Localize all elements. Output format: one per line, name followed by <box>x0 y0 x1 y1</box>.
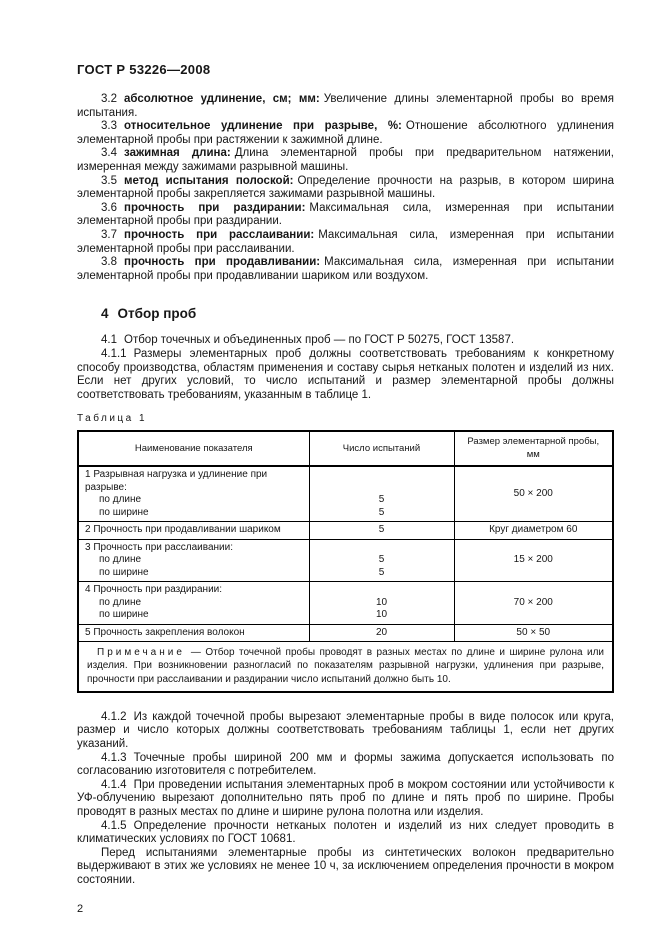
clause-number: 4.1 <box>101 334 117 347</box>
document-code: ГОСТ Р 53226—2008 <box>77 62 211 77</box>
table-note <box>78 642 613 692</box>
clause-number: 3.5 <box>101 174 117 187</box>
term-label: относительное удлинение при разрыве, %: <box>124 120 402 133</box>
closing-paragraph <box>77 847 614 888</box>
cell-indicator-name: 4 Прочность при раздирании: по длине по ширине <box>78 582 309 625</box>
cell-sample-size: 15 × 200 <box>454 539 613 582</box>
column-header-name: Наименование показателя <box>78 431 309 466</box>
cell-test-count: 10 10 <box>309 582 454 625</box>
clause-number: 4.1.5 <box>101 819 127 832</box>
page-number: 2 <box>77 902 84 915</box>
clause-number: 4.1.3 <box>101 751 127 764</box>
cell-sample-size: 70 × 200 <box>454 582 613 625</box>
cell-indicator-name: 5 Прочность закрепления волокон <box>78 624 309 642</box>
note-label: Примечание <box>97 647 185 659</box>
table-label: Таблица 1 <box>77 413 148 425</box>
definition-text: Отношение абсолютного удлинения элементарной пробы при растяжении к зажимной длине. <box>77 120 614 146</box>
term-label: прочность при продавливании: <box>124 256 321 269</box>
table-note-row <box>78 642 613 692</box>
column-header-count: Число испытаний <box>309 431 454 466</box>
cell-test-count: 5 5 <box>309 539 454 582</box>
clause-number: 3.4 <box>101 147 117 160</box>
paragraph-text: Определение прочности нетканых полотен и изделий из них следует проводить в климатических условиях по ГОСТ 10681. <box>77 819 614 846</box>
paragraph-text: Из каждой точечной пробы вырезают элементарные пробы в виде полосок или круга, размер и число которых должны соответствовать требованиям таблицы 1, если нет других указаний. <box>77 710 614 751</box>
definition-text: Увеличение длины элементарной пробы во время испытания. <box>77 93 614 119</box>
cell-test-count: 5 5 <box>309 466 454 522</box>
term-label: прочность при раздирании: <box>124 201 306 214</box>
cell-indicator-name: 1 Разрывная нагрузка и удлинение при разрыве: по длине по ширине <box>78 466 309 522</box>
section-heading <box>77 306 614 321</box>
paragraph-text: Перед испытаниями элементарные пробы из синтетических волокон предварительно выдерживают в этих же условиях не менее 10 ч, за исключением определения прочности в мокром состоянии. <box>77 846 614 887</box>
definition-3-2 <box>77 93 614 120</box>
table-row <box>78 466 613 522</box>
table-header-row <box>78 431 613 466</box>
note-text: — Отбор точечной пробы проводят в разных местах по длине и ширине рулона или изделия. При возникновении разногласий по показателям разрывной нагрузки, удлинения при разрыве, прочности при расслаивании и раздирании число испытаний должно быть 10. <box>87 647 604 685</box>
definition-3-4 <box>77 147 614 174</box>
clause-number: 3.2 <box>101 93 117 105</box>
section-number: 4 <box>101 306 109 322</box>
definition-text: Длина элементарной пробы при предварительном натяжении, измеренная между зажимами разрывной машины. <box>77 147 614 173</box>
page-content <box>77 62 614 915</box>
paragraph-text: Отбор точечных и объединенных проб — по ГОСТ Р 50275, ГОСТ 13587. <box>124 334 515 347</box>
cell-sample-size: 50 × 50 <box>454 624 613 642</box>
cell-sample-size: 50 × 200 <box>454 466 613 522</box>
clause-number: 4.1.4 <box>101 778 127 791</box>
paragraph-text: Точечные пробы шириной 200 мм и формы зажима допускается использовать по согласованию изготовителя с потребителем. <box>77 751 614 778</box>
definition-text: Максимальная сила, измеренная при испытании элементарной пробы при раздирании. <box>77 201 615 228</box>
table-row <box>78 624 613 642</box>
table-row <box>78 582 613 625</box>
paragraph-4-1-1 <box>77 348 614 402</box>
paragraph-4-1-3 <box>77 752 614 779</box>
term-label: зажимная длина: <box>124 147 231 160</box>
definition-3-3 <box>77 120 614 147</box>
cell-test-count: 5 <box>309 522 454 540</box>
paragraph-4-1 <box>77 334 614 348</box>
clause-number: 3.8 <box>101 256 117 269</box>
definition-3-6 <box>77 202 614 229</box>
paragraph-text: Размеры элементарных проб должны соответствовать требованиям к конкретному способу производства, областям применения и составу сырья нетканых полотен и изделий из них. Если нет других условий, то число испытаний и размер элементарной пробы должны соответствовать требованиям, указанным в таблице 1. <box>77 347 614 401</box>
definition-text: Максимальная сила, измеренная при испытании элементарной пробы при продавливании шариком или воздухом. <box>77 256 615 282</box>
paragraph-text: При проведении испытания элементарных проб в мокром состоянии или устойчивости к УФ-облучению вырезают дополнительно пять проб по длине и пять проб по ширине. Пробы проводят в разных местах по длине и ширине рулона полотна или изделия. <box>77 778 614 819</box>
term-label: метод испытания полоской: <box>124 174 294 187</box>
term-label: прочность при расслаивании: <box>124 228 315 241</box>
cell-sample-size: Круг диаметром 60 <box>454 522 613 540</box>
clause-number: 3.3 <box>101 120 117 133</box>
table-row <box>78 539 613 582</box>
definition-text: Определение прочности на разрыв, в котором ширина элементарной пробы закрепляется зажимами разрывной машины. <box>77 174 614 201</box>
definition-text: Максимальная сила, измеренная при испытании элементарной пробы при расслаивании. <box>77 228 614 255</box>
clause-number: 4.1.2 <box>101 710 127 723</box>
definition-3-5 <box>77 175 614 202</box>
clause-number: 3.7 <box>101 228 117 241</box>
term-label: абсолютное удлинение, см; мм: <box>124 93 320 105</box>
table-1 <box>77 430 614 693</box>
cell-indicator-name: 2 Прочность при продавливании шариком <box>78 522 309 540</box>
cell-test-count: 20 <box>309 624 454 642</box>
definition-3-8 <box>77 256 614 283</box>
cell-indicator-name: 3 Прочность при расслаивании: по длине по ширине <box>78 539 309 582</box>
section-title: Отбор проб <box>117 306 197 322</box>
paragraph-4-1-2 <box>77 711 614 752</box>
clause-number: 4.1.1 <box>101 347 127 360</box>
table-row <box>78 522 613 540</box>
definition-3-7 <box>77 229 614 256</box>
column-header-size: Размер элементарной пробы, мм <box>454 431 613 466</box>
paragraph-4-1-5 <box>77 820 614 847</box>
paragraph-4-1-4 <box>77 779 614 820</box>
clause-number: 3.6 <box>101 201 117 214</box>
